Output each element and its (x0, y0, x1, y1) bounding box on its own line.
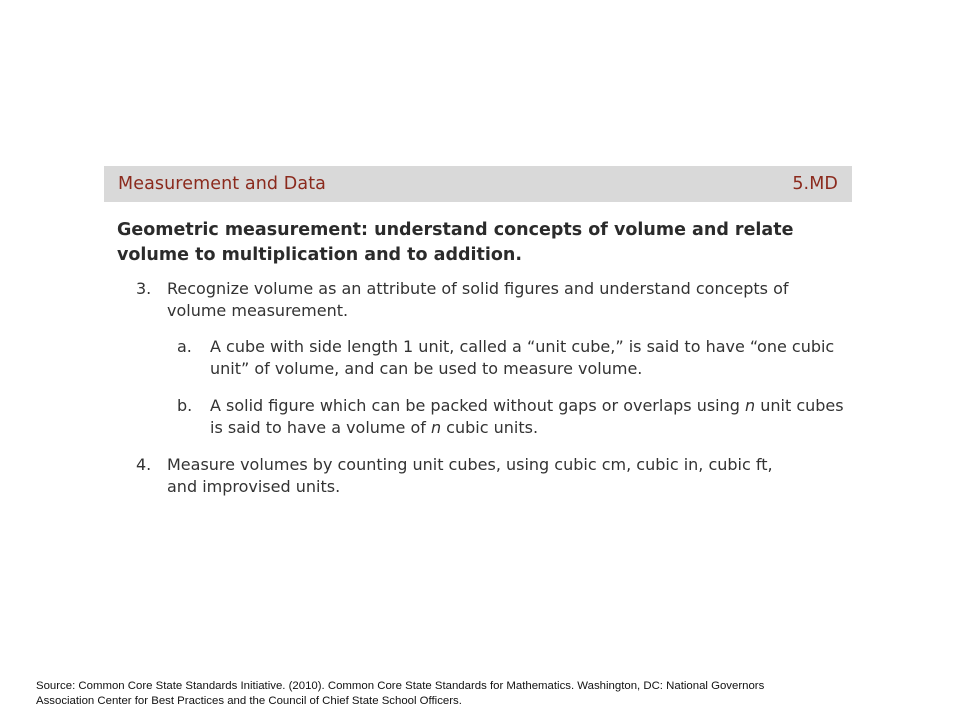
sub-item-label: a. (177, 337, 192, 356)
sub-item-label: b. (177, 396, 193, 415)
variable-n: n (745, 396, 756, 415)
domain-code: 5.MD (792, 174, 838, 194)
cluster-heading: Geometric measurement: understand concepts of volume and relate volume to multiplication and to addition. (117, 220, 794, 265)
sub-item-text: A cube with side length 1 unit, called a “unit cube,” is said to have “one cubic unit” of volume, and can be used to measure volume. (210, 337, 835, 378)
sub-item-text-part: cubic units. (441, 418, 539, 437)
source-citation (36, 679, 936, 709)
domain-header-bar (104, 166, 852, 202)
standard-3b (177, 395, 857, 445)
standard-text: Recognize volume as an attribute of solid figures and understand concepts of volume measurement. (167, 279, 789, 320)
variable-n: n (430, 418, 442, 437)
standard-number: 4. (136, 455, 152, 474)
domain-title: Measurement and Data (118, 174, 326, 194)
standard-3a (177, 336, 857, 386)
sub-item-text-part: unit cubes is said to have a volume of (210, 396, 844, 437)
standard-number: 3. (136, 279, 152, 298)
sub-item-text-part: A solid figure which can be packed without gaps or overlaps using (210, 396, 746, 415)
standard-text: Measure volumes by counting unit cubes, using cubic cm, cubic in, cubic ft, and improvised units. (167, 455, 773, 496)
source-line: Association Center for Best Practices and the Council of Chief State School Officers. (36, 695, 462, 707)
sub-item-text (210, 395, 850, 439)
standard-4 (136, 454, 836, 504)
standard-3 (136, 278, 836, 328)
source-line: Source: Common Core State Standards Initiative. (2010). Common Core State Standards for Mathematics. Washington, DC: National Governors (36, 680, 765, 692)
